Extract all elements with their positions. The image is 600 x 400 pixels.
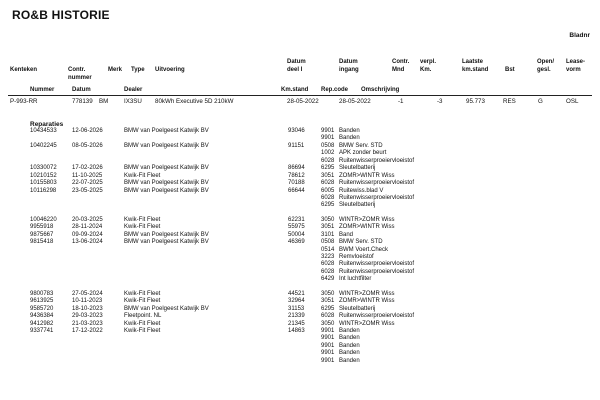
repair-km-stand: 70188 xyxy=(288,180,305,187)
vehicle-contr-mnd: -1 xyxy=(398,98,404,105)
repair-description: Ruitenwisserproeiervloeistof xyxy=(339,194,415,201)
repair-date: 13-06-2024 xyxy=(72,239,103,246)
repair-date: 21-03-2023 xyxy=(72,320,103,327)
repair-description: ZOMR>WINTR Wiss xyxy=(339,224,395,231)
header-open-gesl: Open/ gesl. xyxy=(537,59,555,73)
repair-km-stand: 78612 xyxy=(288,172,305,179)
repair-description: Banden xyxy=(339,350,360,357)
repair-row xyxy=(0,188,600,195)
repair-code: 1002 xyxy=(321,150,335,157)
repair-row xyxy=(0,180,600,187)
repair-dealer: BMW van Poelgeest Katwijk BV xyxy=(124,231,209,238)
repair-number: 9955918 xyxy=(30,224,54,231)
repair-description: BMW Serv. STD xyxy=(339,239,383,246)
repair-row xyxy=(0,358,600,365)
repair-description: Remvloeistof xyxy=(339,254,374,260)
document-title: RO&B HISTORIE xyxy=(12,8,110,22)
vehicle-kenteken: P-993-RR xyxy=(10,98,38,105)
header-km-stand: Km.stand xyxy=(281,87,309,93)
repair-dealer: BMW van Poelgeest Katwijk BV xyxy=(124,239,209,246)
repair-description: Ruitenwisserproeiervloeistof xyxy=(339,157,415,164)
repair-description: Ruitenwisserproeiervloeistof xyxy=(339,180,415,187)
repair-row xyxy=(0,247,600,254)
repair-number: 9875667 xyxy=(30,231,54,238)
vehicle-datum-ingang: 28-05-2022 xyxy=(339,98,371,105)
repair-dealer: Kwik-Fit Fleet xyxy=(124,290,161,297)
repair-description: Banden xyxy=(339,335,360,342)
repair-row xyxy=(0,150,600,157)
group-spacer xyxy=(0,284,600,291)
repair-row xyxy=(0,217,600,224)
header-omschrijving: Omschrijving xyxy=(361,87,400,93)
header-laatste-kmstand: Laatste km.stand xyxy=(462,59,489,73)
header-datum-ingang: Datum ingang xyxy=(339,59,359,73)
vehicle-datum-deel1: 28-05-2022 xyxy=(287,98,319,105)
repair-number: 9815418 xyxy=(30,239,54,246)
repair-date: 17-02-2026 xyxy=(72,165,103,172)
header-bst: Bst xyxy=(505,67,515,73)
repair-number: 9412982 xyxy=(30,320,54,327)
header-nummer: Nummer xyxy=(30,87,55,93)
repair-km-stand: 46369 xyxy=(288,239,305,246)
repair-description: Ruitenwisserproeiervloeistof xyxy=(339,268,415,275)
repair-description: Int luchtfilter xyxy=(339,276,372,283)
repair-description: Sleutelbatterij xyxy=(339,305,376,312)
repair-description: Sleutelbatterij xyxy=(339,165,376,172)
header-contr-nummer: Contr. nummer xyxy=(68,67,92,81)
repair-code: 6028 xyxy=(321,313,335,320)
repair-code: 0508 xyxy=(321,239,335,246)
repair-number: 10402245 xyxy=(30,142,57,149)
repair-code: 0514 xyxy=(321,246,335,253)
repair-row xyxy=(0,232,600,239)
repair-row xyxy=(0,298,600,305)
repair-code: 6295 xyxy=(321,305,335,312)
repair-row xyxy=(0,335,600,342)
repair-code: 9901 xyxy=(321,335,335,342)
repair-description: Banden xyxy=(339,135,360,142)
repair-row xyxy=(0,291,600,298)
repair-row xyxy=(0,328,600,335)
repair-description: APK zonder beurt xyxy=(339,150,387,157)
repair-date: 11-10-2025 xyxy=(72,172,103,179)
page-number-label: Bladnr xyxy=(569,32,590,39)
header-uitvoering: Uitvoering xyxy=(155,67,185,73)
repair-dealer: BMW van Poelgeest Katwijk BV xyxy=(124,165,209,172)
repair-dealer: Kwik-Fit Fleet xyxy=(124,320,161,327)
repair-description: Banden xyxy=(339,357,360,364)
repair-code: 6295 xyxy=(321,165,335,172)
repair-date: 18-10-2023 xyxy=(72,305,103,312)
repair-date: 27-05-2024 xyxy=(72,290,103,297)
repair-row xyxy=(0,321,600,328)
repair-description: WINTR>ZOMR Wiss xyxy=(339,290,395,297)
repair-code: 0508 xyxy=(321,142,335,149)
repair-code: 9901 xyxy=(321,350,335,357)
repair-row xyxy=(0,135,600,142)
repair-code: 3050 xyxy=(321,290,335,297)
repair-code: 9901 xyxy=(321,342,335,349)
repair-code: 6028 xyxy=(321,180,335,187)
header-merk: Merk xyxy=(108,67,123,73)
repair-km-stand: 21339 xyxy=(288,313,305,320)
vehicle-laatste-kmstand: 95.773 xyxy=(466,98,485,105)
repair-km-stand: 31153 xyxy=(288,305,305,312)
repair-row xyxy=(0,195,600,202)
repair-description: ZOMR>WINTR Wiss xyxy=(339,298,395,305)
repair-description: ZOMR>WINTR Wiss xyxy=(339,172,395,179)
repair-description: Banden xyxy=(339,342,360,349)
repair-code: 3101 xyxy=(321,231,335,238)
header-type: Type xyxy=(131,67,145,73)
repair-number: 9613925 xyxy=(30,298,54,305)
repair-code: 3050 xyxy=(321,320,335,327)
header-divider xyxy=(8,95,592,96)
repair-row xyxy=(0,239,600,246)
repair-row xyxy=(0,143,600,150)
repair-description: Sleutelbatterij xyxy=(339,202,376,209)
repair-number: 9436384 xyxy=(30,313,54,320)
repair-km-stand: 44521 xyxy=(288,290,305,297)
repair-number: 9585720 xyxy=(30,305,54,312)
vehicle-contr-nummer: 778139 xyxy=(72,98,93,105)
repair-description: Banden xyxy=(339,327,360,334)
vehicle-type: IX3SU xyxy=(124,98,142,105)
vehicle-lease-vorm: OSL xyxy=(566,98,579,105)
repair-date: 20-03-2025 xyxy=(72,216,103,223)
repair-dealer: Fleetpoint. NL xyxy=(124,313,162,320)
repair-row xyxy=(0,306,600,313)
repair-row xyxy=(0,158,600,165)
repair-description: WINTR>ZOMR Wiss xyxy=(339,320,395,327)
header-lease-vorm: Lease- vorm xyxy=(566,59,586,73)
repair-km-stand: 62231 xyxy=(288,216,305,223)
repair-number: 10046220 xyxy=(30,216,57,223)
vehicle-open-gesl: G xyxy=(538,98,543,105)
repair-km-stand: 32964 xyxy=(288,298,305,305)
repair-date: 29-03-2023 xyxy=(72,313,103,320)
repair-number: 10434533 xyxy=(30,128,57,134)
repair-dealer: Kwik-Fit Fleet xyxy=(124,224,161,231)
repair-date: 12-06-2026 xyxy=(72,128,103,134)
repair-row xyxy=(0,269,600,276)
repair-code: 6028 xyxy=(321,261,335,268)
repair-code: 3051 xyxy=(321,298,335,305)
repair-dealer: Kwik-Fit Fleet xyxy=(124,327,161,334)
repair-row xyxy=(0,343,600,350)
repair-code: 6028 xyxy=(321,194,335,201)
repair-dealer: BMW van Poelgeest Katwijk BV xyxy=(124,305,209,312)
repair-code: 6028 xyxy=(321,157,335,164)
repair-code: 6028 xyxy=(321,268,335,275)
repair-code: 3050 xyxy=(321,216,335,223)
repair-row xyxy=(0,128,600,135)
repair-description: Ruitenwisserproeiervloeistof xyxy=(339,313,415,320)
repair-code: 9901 xyxy=(321,135,335,142)
repair-date: 22-07-2025 xyxy=(72,180,103,187)
repair-number: 10155803 xyxy=(30,180,57,187)
repair-description: Banden xyxy=(339,128,360,134)
repair-dealer: BMW van Poelgeest Katwijk BV xyxy=(124,142,209,149)
repair-code: 9901 xyxy=(321,128,335,134)
repair-km-stand: 50004 xyxy=(288,231,305,238)
header-datum-deel1: Datum deel I xyxy=(287,59,306,73)
header-verpl-km: verpl. Km. xyxy=(420,59,437,73)
repair-dealer: Kwik-Fit Fleet xyxy=(124,298,161,305)
repairs-list xyxy=(0,128,600,365)
repair-dealer: Kwik-Fit Fleet xyxy=(124,172,161,179)
repair-code: 6005 xyxy=(321,187,335,194)
repair-description: BMW Serv. STD xyxy=(339,142,383,149)
repair-date: 08-05-2026 xyxy=(72,142,103,149)
repair-number: 9800783 xyxy=(30,290,54,297)
repair-km-stand: 21345 xyxy=(288,320,305,327)
repair-code: 6295 xyxy=(321,202,335,209)
repair-date: 23-05-2025 xyxy=(72,187,103,194)
vehicle-verpl-km: -3 xyxy=(437,98,443,105)
header-rep-code: Rep.code xyxy=(321,87,349,93)
repair-dealer: BMW van Poelgeest Katwijk BV xyxy=(124,187,209,194)
repair-description: Band xyxy=(339,231,354,238)
repair-code: 6429 xyxy=(321,276,335,283)
repair-row xyxy=(0,276,600,283)
repair-dealer: BMW van Poelgeest Katwijk BV xyxy=(124,128,209,134)
repair-row xyxy=(0,350,600,357)
header-dealer: Dealer xyxy=(124,87,143,93)
repair-date: 28-11-2024 xyxy=(72,224,103,231)
repair-km-stand: 55975 xyxy=(288,224,305,231)
group-spacer xyxy=(0,210,600,217)
repair-description: Ruitenwisserproeiervloeistof xyxy=(339,261,415,268)
header-kenteken: Kenteken xyxy=(10,67,38,73)
repair-dealer: BMW van Poelgeest Katwijk BV xyxy=(124,180,209,187)
repair-date: 10-11-2023 xyxy=(72,298,103,305)
repair-date: 09-09-2024 xyxy=(72,231,103,238)
repair-km-stand: 66644 xyxy=(288,187,305,194)
repair-code: 3051 xyxy=(321,172,335,179)
repair-description: BWM Voert.Check xyxy=(339,246,389,253)
repair-code: 9901 xyxy=(321,327,335,334)
repair-row xyxy=(0,202,600,209)
repair-dealer: Kwik-Fit Fleet xyxy=(124,216,161,223)
repair-row xyxy=(0,261,600,268)
repair-description: WINTR>ZOMR Wiss xyxy=(339,216,395,223)
repair-code: 9901 xyxy=(321,357,335,364)
repair-row xyxy=(0,254,600,261)
repair-number: 10116298 xyxy=(30,187,57,194)
repair-description: Ruitewiss.blad V xyxy=(339,187,384,194)
vehicle-uitvoering: 80kWh Executive 5D 210kW xyxy=(155,98,234,105)
repair-km-stand: 91151 xyxy=(288,142,305,149)
repair-row xyxy=(0,224,600,231)
header-datum: Datum xyxy=(72,87,91,93)
repair-number: 10330072 xyxy=(30,165,57,172)
repair-km-stand: 93046 xyxy=(288,128,305,134)
vehicle-bst: RES xyxy=(503,98,516,105)
repair-code: 3223 xyxy=(321,254,335,260)
repair-number: 10210152 xyxy=(30,172,57,179)
repair-code: 3051 xyxy=(321,224,335,231)
repair-row xyxy=(0,313,600,320)
section-title-reparaties: Reparaties xyxy=(30,121,64,128)
repair-km-stand: 86694 xyxy=(288,165,305,172)
repair-row xyxy=(0,165,600,172)
repair-km-stand: 14863 xyxy=(288,327,305,334)
vehicle-merk: BM xyxy=(99,98,109,105)
header-contr-mnd: Contr. Mnd xyxy=(392,59,410,73)
repair-row xyxy=(0,173,600,180)
repair-number: 9337741 xyxy=(30,327,54,334)
repair-date: 17-12-2022 xyxy=(72,327,103,334)
